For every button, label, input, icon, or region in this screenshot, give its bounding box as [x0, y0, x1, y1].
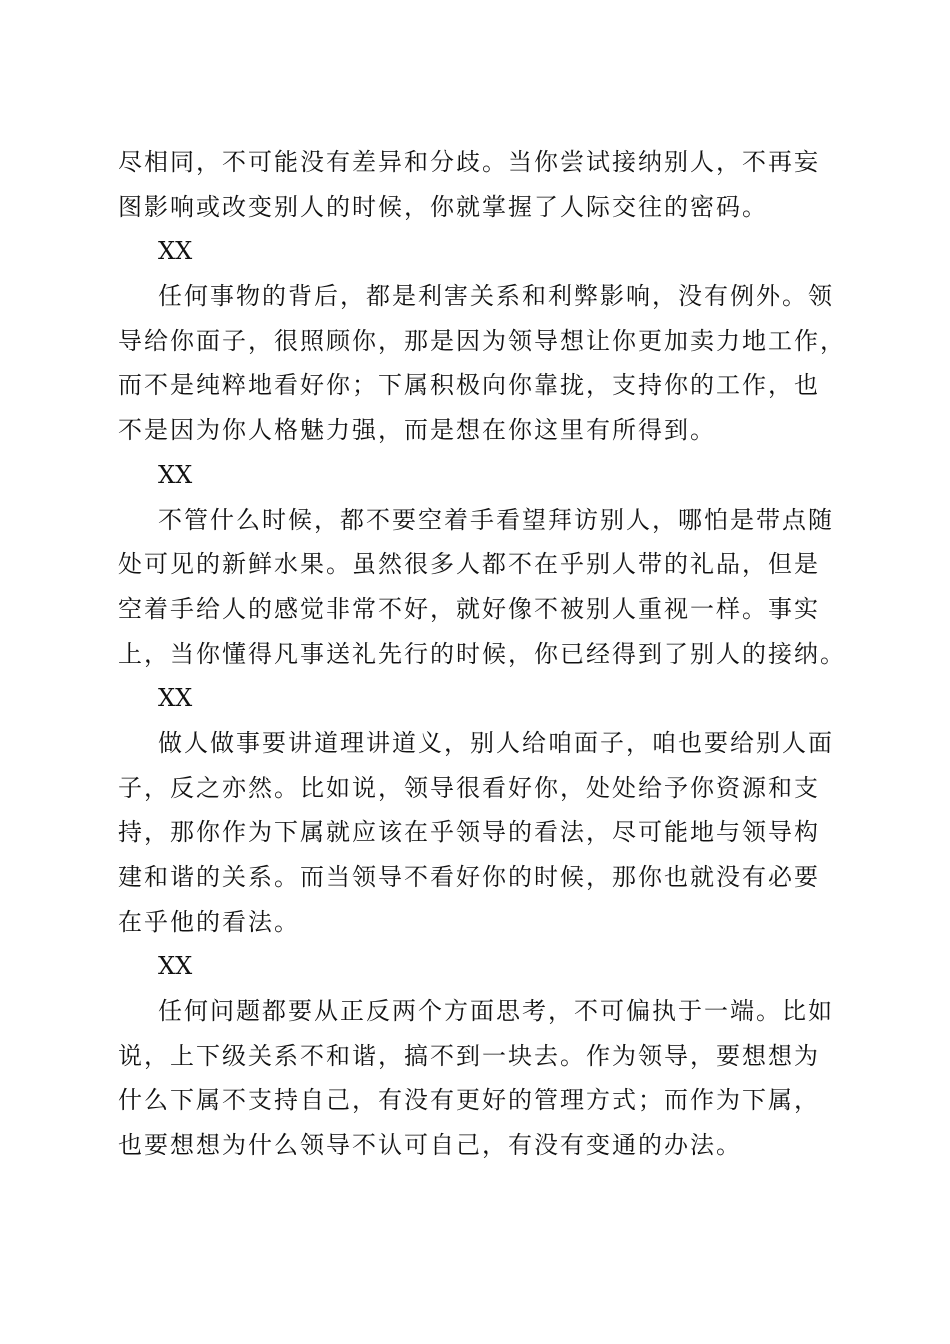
document-body [118, 140, 846, 1168]
text-line: 什么下属不支持自己，有没有更好的管理方式；而作为下属， [118, 1086, 820, 1115]
text-line: 持，那你作为下属就应该在乎领导的看法，尽可能地与领导构 [118, 818, 820, 847]
paragraph [118, 140, 820, 229]
text-line: 导给你面子，很照顾你，那是因为领导想让你更加卖力地工作， [118, 326, 846, 355]
text-line: 任何事物的背后，都是利害关系和利弊影响，没有例外。领 [158, 282, 834, 311]
text-line: 不管什么时候，都不要空着手看望拜访别人，哪怕是带点随 [158, 505, 834, 534]
section-marker [118, 676, 820, 721]
text-line: 处可见的新鲜水果。虽然很多人都不在乎别人带的礼品，但是 [118, 550, 820, 579]
text-line: 上，当你懂得凡事送礼先行的时候，你已经得到了别人的接纳。 [118, 639, 846, 668]
section-marker-text: XX [158, 237, 193, 266]
section-marker-text: XX [158, 952, 193, 981]
text-line: 而不是纯粹地看好你；下属积极向你靠拢，支持你的工作，也 [118, 371, 820, 400]
text-line: 任何问题都要从正反两个方面思考，不可偏执于一端。比如 [158, 997, 834, 1026]
section-marker-text: XX [158, 684, 193, 713]
text-line: 子，反之亦然。比如说，领导很看好你，处处给予你资源和支 [118, 773, 820, 802]
text-line: 空着手给人的感觉非常不好，就好像不被别人重视一样。事实 [118, 594, 820, 623]
section-marker [118, 453, 820, 498]
text-line: 也要想想为什么领导不认可自己，有没有变通的办法。 [118, 1131, 742, 1160]
section-marker [118, 229, 820, 274]
text-line: 在乎他的看法。 [118, 907, 300, 936]
paragraph [118, 274, 846, 453]
section-marker-text: XX [158, 460, 193, 489]
text-line: 说，上下级关系不和谐，搞不到一块去。作为领导，要想想为 [118, 1041, 820, 1070]
text-line: 尽相同，不可能没有差异和分歧。当你尝试接纳别人，不再妄 [118, 148, 820, 176]
paragraph [118, 989, 834, 1168]
text-line: 做人做事要讲道理讲道义，别人给咱面子，咱也要给别人面 [158, 728, 834, 757]
paragraph [118, 498, 846, 677]
text-line: 不是因为你人格魅力强，而是想在你这里有所得到。 [118, 416, 716, 445]
section-marker [118, 944, 820, 989]
text-line: 建和谐的关系。而当领导不看好你的时候，那你也就没有必要 [118, 863, 820, 891]
paragraph [118, 721, 834, 944]
text-line: 图影响或改变别人的时候，你就掌握了人际交往的密码。 [118, 192, 768, 221]
